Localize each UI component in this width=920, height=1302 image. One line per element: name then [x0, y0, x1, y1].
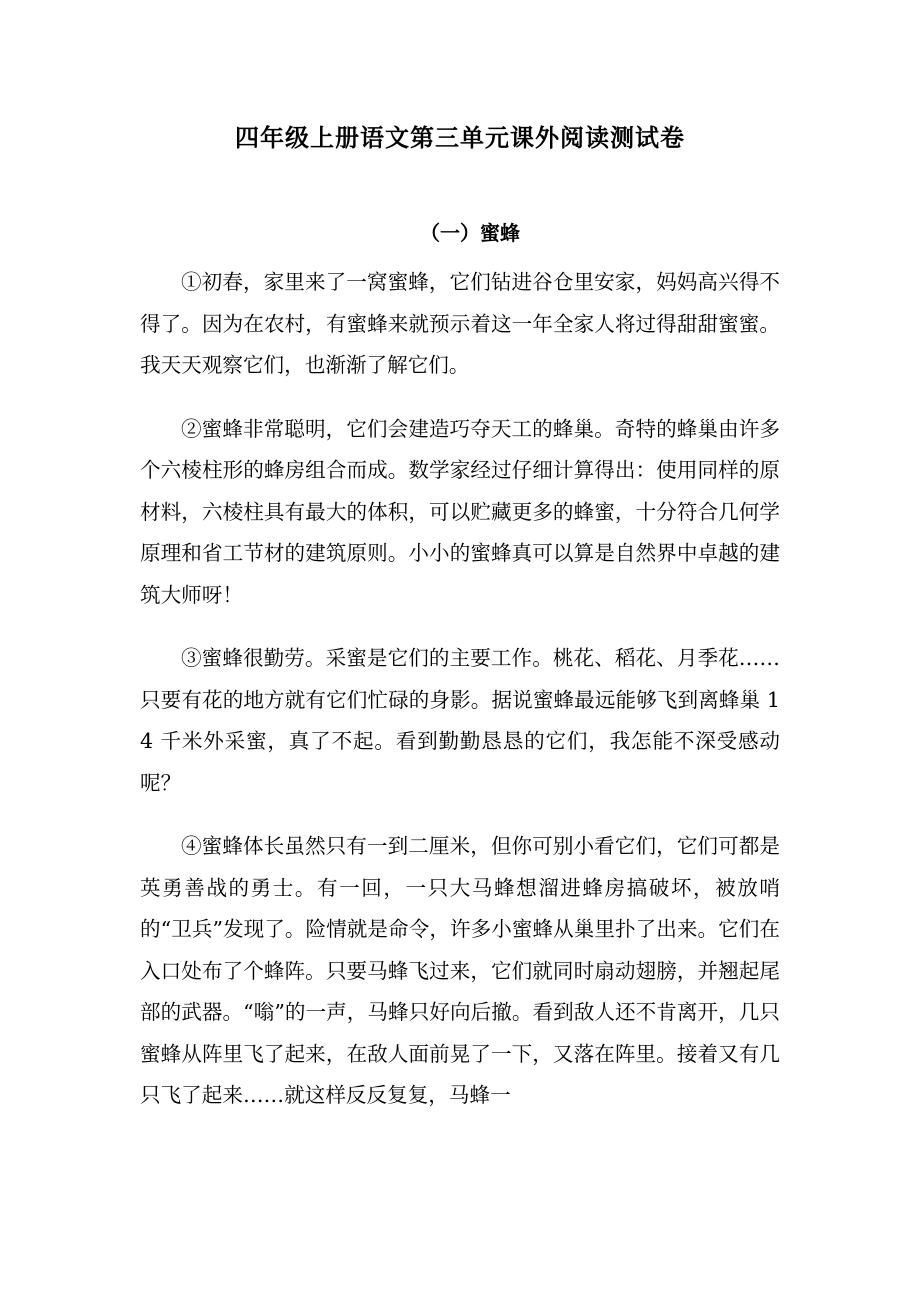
paragraph-2: ②蜜蜂非常聪明，它们会建造巧夺天工的蜂巢。奇特的蜂巢由许多个六棱柱形的蜂房组合而成。数学家经过仔细计算得出：使用同样的原材料，六棱柱具有最大的体积，可以贮藏更多的蜂蜜，十分符合几何学原理和省工节材的建筑原则。小小的蜜蜂真可以算是自然界中卓越的建筑大师呀！ — [140, 416, 780, 607]
paragraph-1: ①初春，家里来了一窝蜜蜂，它们钻进谷仓里安家，妈妈高兴得不得了。因为在农村，有蜜蜂来就预示着这一年全家人将过得甜甜蜜蜜。我天天观察它们，也渐渐了解它们。 — [140, 270, 780, 377]
paragraph-3: ③蜜蜂很勤劳。采蜜是它们的主要工作。桃花、稻花、月季花……只要有花的地方就有它们忙碌的身影。据说蜜蜂最远能够飞到离蜂巢 14 千米外采蜜，真了不起。看到勤勤恳恳的它们，我怎能不深受感动呢？ — [140, 646, 780, 795]
document-title: 四年级上册语文第三单元课外阅读测试卷 — [235, 123, 685, 152]
section-heading: （一）蜜蜂 — [420, 221, 520, 245]
paragraph-4: ④蜜蜂体长虽然只有一到二厘米，但你可别小看它们，它们可都是英勇善战的勇士。有一回，一只大马蜂想溜进蜂房搞破坏，被放哨的“卫兵”发现了。险情就是命令，许多小蜜蜂从巢里扑了出来。它们在入口处布了个蜂阵。只要马蜂飞过来，它们就同时扇动翅膀，并翘起尾部的武器。“嗡”的一声，马蜂只好向后撤。看到敌人还不肯离开，几只蜜蜂从阵里飞了起来，在敌人面前晃了一下，又落在阵里。接着又有几只飞了起来……就这样反反复复，马蜂一 — [140, 834, 780, 1107]
reading-passage — [140, 262, 780, 1139]
